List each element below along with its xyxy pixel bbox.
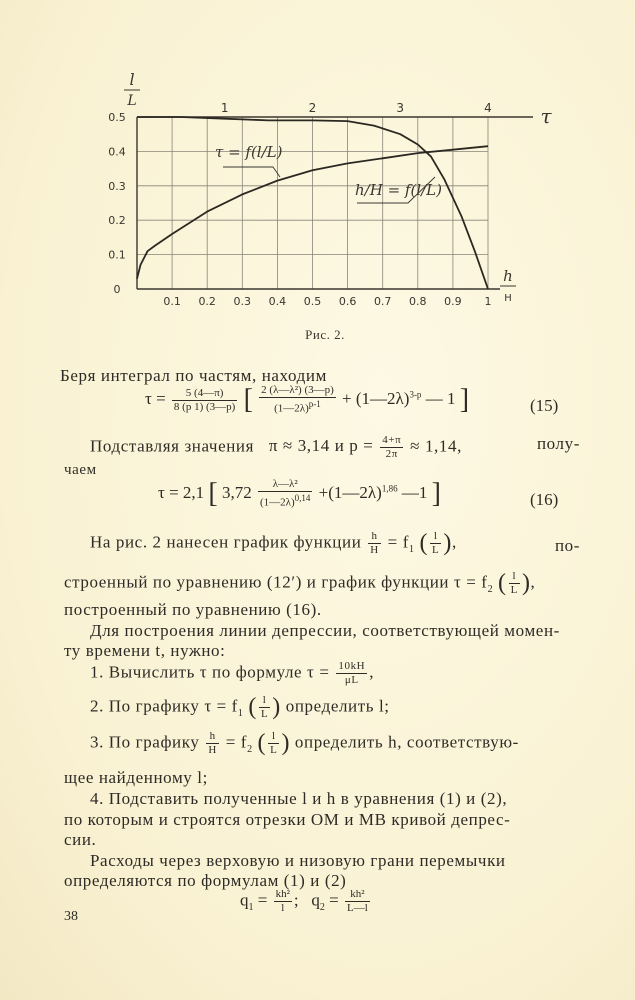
step-1: 1. Вычислить τ по формуле τ = $\frac{10kH}{\mu L}$ ,	[90, 660, 375, 686]
x-axis-label-num: h	[503, 267, 513, 285]
x-tick-label: 0.4	[268, 295, 287, 308]
x-tick-label: 0.6	[338, 295, 357, 308]
y-tick-label: 0	[113, 283, 121, 296]
y-tick-label: 0.3	[108, 179, 126, 193]
curve-label-tau: τ = f(l/L)	[215, 143, 283, 161]
paragraph-5-line-1: Расходы через верховую и низовую грани перемычки	[90, 851, 506, 870]
tau-tick-label: 4	[484, 101, 492, 115]
figure-caption: Рис. 2.	[305, 327, 345, 342]
step-3-continued: щее найденному l;	[64, 768, 208, 787]
page-number: 38	[64, 909, 78, 924]
paragraph-5-line-2: определяются по формулам (1) и (2)	[64, 871, 347, 890]
step-3: 3. По графику $\frac{h}{H}$ = $f_2$ ( $\frac{l}{L}$ ) определить h, соответствую-	[90, 730, 519, 756]
x-tick-label: 0.8	[409, 295, 427, 308]
equation-number-16: (16)	[530, 490, 559, 509]
paragraph-4-line-1: Для построения линии депрессии, соответствующей момен-	[90, 621, 560, 640]
y-tick-label: 0.1	[108, 248, 126, 262]
x-tick-label: 0.5	[303, 295, 322, 308]
step-2: 2. По графику $\tau = f_1$ ( $\frac{l}{L}$ ) определить l;	[90, 694, 390, 720]
tau-tick-label: 3	[396, 101, 405, 115]
flow-rate-formulas: $q_1$ = $\frac{\text{kh²}}{l}$ ; $q_2$ = $\frac{\text{kh²}}{L—l}$	[240, 888, 368, 914]
x-tick-label: 0.7	[373, 295, 392, 308]
x-tick-label: 0.9	[444, 295, 462, 308]
paragraph-2-line-2: чаем	[64, 462, 97, 478]
y-axis-label-num: l	[129, 70, 135, 89]
chart-plot	[95, 65, 555, 325]
paragraph-3-line-1: На рис. 2 нанесен график функции $\frac{h}{H}$ = $f_1$ ( $\frac{l}{L}$ ), по-	[90, 530, 580, 556]
paragraph-2-line-1: Подставляя значения π ≈ 3,14 и p = $\frac{4+\pi}{2\pi}$ ≈ 1,14, полу-	[90, 434, 580, 460]
paragraph-3-line-3: построенный по уравнению (16).	[64, 600, 322, 619]
y-axis-label-den: L	[127, 93, 137, 109]
figure-2	[95, 65, 555, 355]
equation-15: τ = $\frac{5 (4—\pi)}{8 (p 1) (3—p)}$ [ $\frac{\text{2 (λ—λ²) (3—p)}}{(1—2\lambda)^{p-1}}$ + (1—2λ)$^{3-p}$ — 1 ]	[145, 384, 470, 415]
x-tick-label: 0.1	[163, 295, 181, 308]
x-tick-label: 0.3	[233, 295, 252, 308]
leader-line-tau	[223, 167, 280, 177]
paragraph-4-line-2: ту времени t, нужно:	[64, 641, 226, 660]
step-4-line-3: сии.	[64, 830, 97, 849]
x-tick-label: 0.2	[198, 295, 216, 308]
tau-axis-label: τ	[540, 104, 552, 128]
tau-tick-label: 2	[308, 101, 317, 115]
curve-label-h-over-H: h/H = f(l/L)	[355, 181, 442, 199]
step-4-line-1: 4. Подставить полученные l и h в уравнения (1) и (2),	[90, 789, 508, 808]
y-tick-label: 0.2	[108, 214, 126, 228]
tau-tick-label: 1	[220, 101, 229, 115]
x-axis-label-den: H	[504, 293, 512, 304]
paragraph-3-line-2: строенный по уравнению (12′) и график функции $\tau = f_2$ ( $\frac{l}{L}$ ),	[64, 570, 536, 596]
equation-16: τ = 2,1 [ 3,72 $\frac{\text{λ—λ²}}{(1—2\lambda)^{0,14}}$ +(1—2λ)$^{1,86}$ —1 ]	[158, 478, 441, 509]
x-tick-label: 1	[484, 295, 492, 308]
paragraph-1: Беря интеграл по частям, находим	[60, 366, 327, 385]
y-tick-label: 0.4	[108, 145, 126, 159]
y-tick-label: 0.5	[108, 111, 126, 124]
step-4-line-2: по которым и строятся отрезки ОМ и МВ кривой депрес-	[64, 810, 511, 829]
equation-number-15: (15)	[530, 396, 559, 415]
